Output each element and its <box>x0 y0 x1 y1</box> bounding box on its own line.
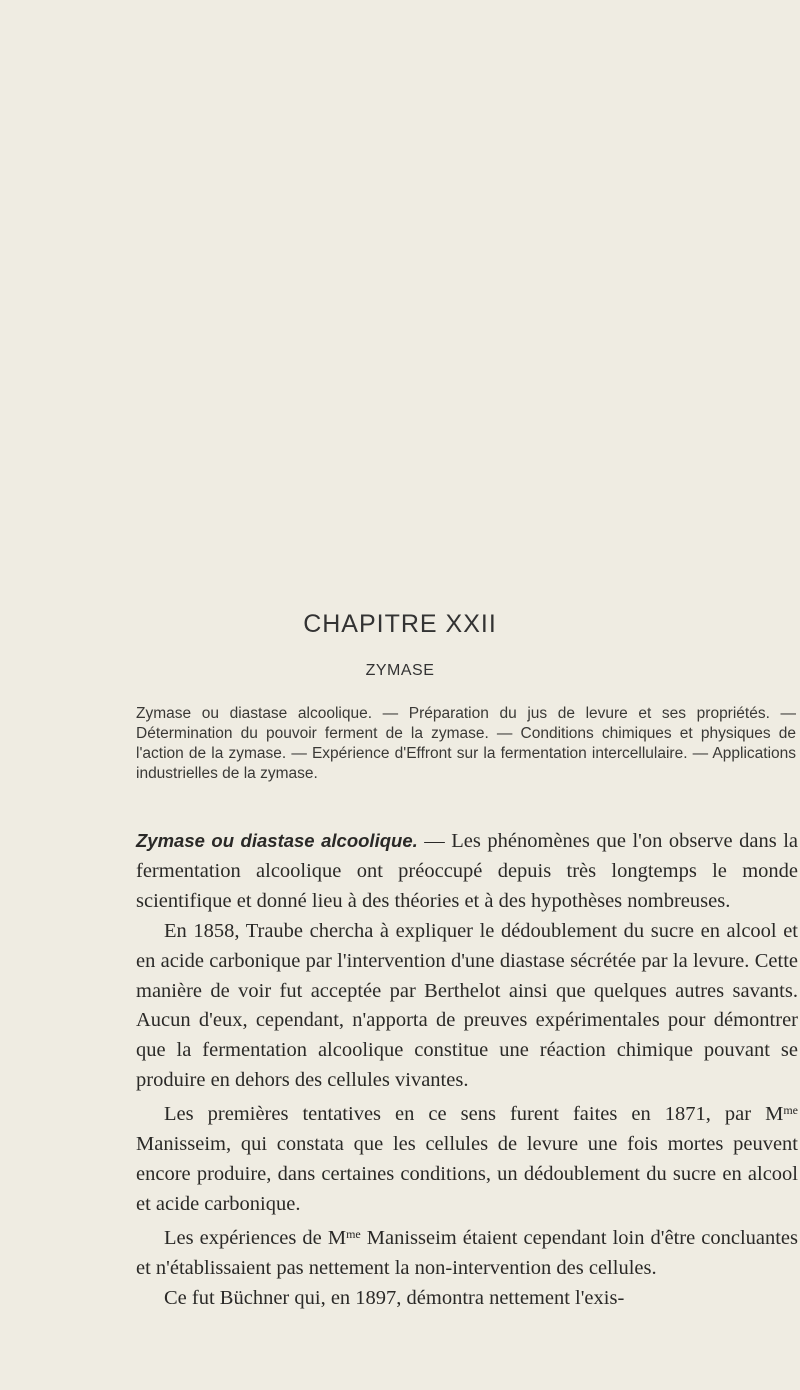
chapter-title: ZYMASE <box>365 662 435 679</box>
paragraph-1-text: — Les phénomènes que l'on observe dans la fermentation alcoolique ont préoccupé depuis très longtemps le monde scientifique et donné lieu à des théories et à des hypothèses nombreuses. <box>136 830 798 912</box>
paragraph-3-text-b: Manisseim, qui constata que les cellules de levure une fois mortes peuvent encore produire, dans certaines conditions, un dédoublement du sucre en alcool et acide carbonique. <box>136 1133 798 1215</box>
paragraph-4-text-a: Les expériences de M <box>164 1226 347 1249</box>
paragraph-4 <box>136 1220 798 1284</box>
paragraph-4-text-b: Manisseim étaient cependant loin d'être concluantes et n'établissaient pas nettement la non-intervention des cellules. <box>136 1226 799 1279</box>
section-heading: Zymase ou diastase alcoolique. <box>136 830 418 851</box>
paragraph-3 <box>136 1096 798 1220</box>
paragraph-1 <box>136 826 798 917</box>
chapter-heading: CHAPITRE XXII <box>303 610 497 638</box>
paragraph-2: En 1858, Traube chercha à expliquer le dédoublement du sucre en alcool et en acide carbonique par l'intervention d'une diastase sécrétée par la levure. Cette manière de voir fut acceptée par Berthelot ainsi que quelques autres savants. Aucun d'eux, cependant, n'apporta de preuves expérimentales pour démontrer que la fermentation alcoolique constitue une réaction chimique pouvant se produire en dehors des cellules vivantes. <box>136 919 798 1092</box>
body-text <box>136 826 798 1314</box>
superscript-me: me <box>783 1103 798 1118</box>
chapter-summary: Zymase ou diastase alcoolique. — Préparation du jus de levure et ses propriétés. — Détermination du pouvoir ferment de la zymase. — Conditions chimiques et physiques de l'action de la zymase. — Expérience d'Effront sur la fermentation intercellulaire. — Applications industrielles de la zymase. <box>136 705 796 782</box>
superscript-me: me <box>346 1226 361 1241</box>
paragraph-5: Ce fut Büchner qui, en 1897, démontra nettement l'exis- <box>164 1286 625 1309</box>
paragraph-3-text-a: Les premières tentatives en ce sens furent faites en 1871, par M <box>164 1103 784 1126</box>
